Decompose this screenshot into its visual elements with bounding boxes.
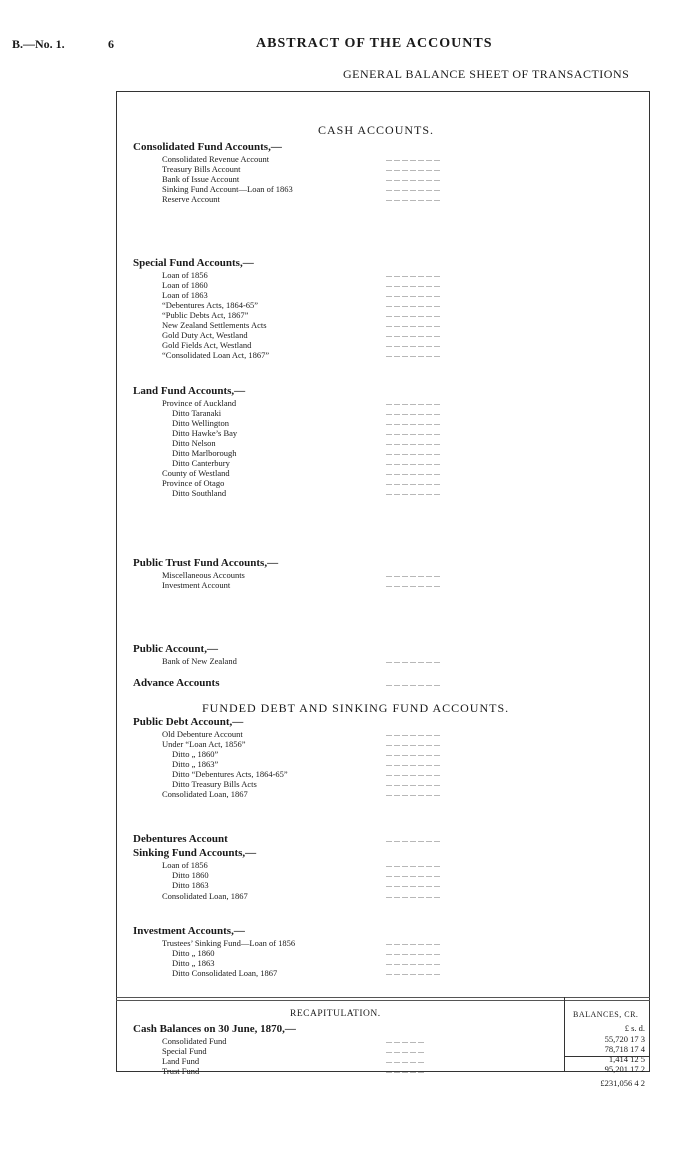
leader-dots: ... ... ... ... ... ... ... [386, 428, 440, 437]
frame-top-rule [116, 91, 650, 92]
land-fund-heading: Land Fund Accounts,— [133, 385, 246, 397]
leader-dots: ... ... ... ... ... ... ... [386, 759, 440, 768]
list-item: “Public Debts Act, 1867” [162, 310, 249, 320]
list-item: Consolidated Revenue Account [162, 154, 270, 164]
leader-dots: ... ... ... ... ... ... ... [386, 330, 440, 339]
list-item: Loan of 1863 [162, 290, 208, 300]
leader-dots: ... ... ... ... ... ... ... [386, 468, 440, 477]
leader-dots: ... ... ... ... ... ... ... [386, 194, 440, 203]
list-item: Ditto Taranaki [172, 408, 222, 418]
list-item: Ditto Marlborough [172, 448, 237, 458]
list-item: Gold Duty Act, Westland [162, 330, 248, 340]
leader-dots: ... ... ... ... ... ... ... [386, 835, 440, 844]
list-item: Land Fund [162, 1056, 200, 1066]
investment-accounts-heading: Investment Accounts,— [133, 925, 245, 937]
list-item: Treasury Bills Account [162, 164, 241, 174]
leader-dots: ... ... ... ... ... ... ... [386, 290, 440, 299]
list-item: Trust Fund [162, 1066, 200, 1076]
leader-dots: ... ... ... ... ... ... ... [386, 448, 440, 457]
list-item: Under “Loan Act, 1856” [162, 739, 246, 749]
leader-dots: ... ... ... ... ... [386, 1066, 424, 1075]
page-subtitle: GENERAL BALANCE SHEET OF TRANSACTIONS [343, 67, 630, 81]
leader-dots: ... ... ... ... ... ... ... [386, 739, 440, 748]
list-item: Ditto Consolidated Loan, 1867 [172, 968, 278, 978]
list-item: “Debentures Acts, 1864-65” [162, 300, 259, 310]
balance-value: 95,201 17 2 [604, 1064, 645, 1074]
leader-dots: ... ... ... ... ... ... ... [386, 418, 440, 427]
list-item: Ditto Treasury Bills Acts [172, 779, 257, 789]
leader-dots: ... ... ... ... ... ... ... [386, 729, 440, 738]
list-item: Gold Fields Act, Westland [162, 340, 252, 350]
leader-dots: ... ... ... ... ... ... ... [386, 570, 440, 579]
leader-dots: ... ... ... ... ... ... ... [386, 164, 440, 173]
leader-dots: ... ... ... ... ... ... ... [386, 749, 440, 758]
balance-value: 1,414 12 5 [608, 1054, 645, 1064]
list-item: Province of Auckland [162, 398, 237, 408]
list-item: Consolidated Fund [162, 1036, 227, 1046]
page-title: ABSTRACT OF THE ACCOUNTS [256, 36, 493, 51]
leader-dots: ... ... ... ... ... ... ... [386, 968, 440, 977]
sinking-fund-heading: Sinking Fund Accounts,— [133, 847, 257, 859]
list-item: Sinking Fund Account—Loan of 1863 [162, 184, 293, 194]
list-item: Ditto „ 1860 [172, 948, 215, 958]
leader-dots: ... ... ... ... ... ... ... [386, 656, 440, 665]
public-account-heading: Public Account,— [133, 643, 218, 655]
list-item: Ditto Hawke’s Bay [172, 428, 238, 438]
leader-dots: ... ... ... ... ... ... ... [386, 280, 440, 289]
leader-dots: ... ... ... ... ... ... ... [386, 174, 440, 183]
consolidated-fund-heading: Consolidated Fund Accounts,— [133, 141, 282, 153]
leader-dots: ... ... ... ... ... [386, 1036, 424, 1045]
special-fund-heading: Special Fund Accounts,— [133, 257, 254, 269]
leader-dots: ... ... ... ... ... ... ... [386, 948, 440, 957]
list-item: Consolidated Loan, 1867 [162, 789, 248, 799]
list-item: Ditto Canterbury [172, 458, 230, 468]
list-item: Ditto “Debentures Acts, 1864-65” [172, 769, 288, 779]
cash-balances-heading: Cash Balances on 30 June, 1870,— [133, 1023, 296, 1035]
list-item: Consolidated Loan, 1867 [162, 891, 248, 901]
leader-dots: ... ... ... ... ... ... ... [386, 779, 440, 788]
list-item: Investment Account [162, 580, 231, 590]
recapitulation-title: RECAPITULATION. [290, 1009, 381, 1019]
list-item: Bank of New Zealand [162, 656, 237, 666]
leader-dots: ... ... ... ... ... ... ... [386, 891, 440, 900]
leader-dots: ... ... ... ... ... ... ... [386, 580, 440, 589]
list-item: Special Fund [162, 1046, 207, 1056]
leader-dots: ... ... ... ... ... ... ... [386, 789, 440, 798]
recap-rule-upper [116, 997, 650, 998]
leader-dots: ... ... ... ... ... ... ... [386, 310, 440, 319]
list-item: Ditto „ 1863 [172, 958, 215, 968]
list-item: Ditto 1860 [172, 870, 209, 880]
list-item: Loan of 1856 [162, 860, 208, 870]
list-item: County of Westland [162, 468, 230, 478]
list-item: “Consolidated Loan Act, 1867” [162, 350, 270, 360]
public-debt-heading: Public Debt Account,— [133, 716, 244, 728]
leader-dots: ... ... ... ... ... ... ... [386, 438, 440, 447]
funded-debt-title: FUNDED DEBT AND SINKING FUND ACCOUNTS. [202, 701, 510, 715]
debentures-account-heading: Debentures Account [133, 833, 228, 845]
list-item: Ditto „ 1863” [172, 759, 219, 769]
cash-accounts-title: CASH ACCOUNTS. [318, 123, 435, 137]
leader-dots: ... ... ... ... ... ... ... [386, 679, 440, 688]
leader-dots: ... ... ... ... ... ... ... [386, 398, 440, 407]
advance-accounts-heading: Advance Accounts [133, 677, 220, 689]
list-item: Province of Otago [162, 478, 225, 488]
frame-left-rule [116, 91, 117, 1072]
leader-dots: ... ... ... ... ... ... ... [386, 154, 440, 163]
leader-dots: ... ... ... ... ... [386, 1046, 424, 1055]
list-item: Trustees’ Sinking Fund—Loan of 1856 [162, 938, 296, 948]
document-reference: B.—No. 1. [12, 37, 65, 51]
list-item: Ditto Nelson [172, 438, 216, 448]
recap-rule-lower [116, 1000, 650, 1001]
leader-dots: ... ... ... ... ... ... ... [386, 488, 440, 497]
list-item: Ditto „ 1860” [172, 749, 219, 759]
list-item: Ditto 1863 [172, 880, 209, 890]
list-item: Miscellaneous Accounts [162, 570, 245, 580]
leader-dots: ... ... ... ... ... ... ... [386, 320, 440, 329]
leader-dots: ... ... ... ... ... ... ... [386, 458, 440, 467]
leader-dots: ... ... ... ... ... ... ... [386, 300, 440, 309]
leader-dots: ... ... ... ... ... ... ... [386, 870, 440, 879]
leader-dots: ... ... ... ... ... ... ... [386, 340, 440, 349]
public-trust-fund-heading: Public Trust Fund Accounts,— [133, 557, 279, 569]
list-item: Loan of 1856 [162, 270, 208, 280]
leader-dots: ... ... ... ... ... ... ... [386, 880, 440, 889]
leader-dots: ... ... ... ... ... ... ... [386, 408, 440, 417]
list-item: Ditto Wellington [172, 418, 230, 428]
list-item: Old Debenture Account [162, 729, 243, 739]
balances-column-rule [564, 997, 565, 1072]
total-rule [564, 1056, 650, 1057]
balance-total: £231,056 4 2 [600, 1078, 645, 1088]
list-item: Bank of Issue Account [162, 174, 240, 184]
list-item: Loan of 1860 [162, 280, 208, 290]
leader-dots: ... ... ... ... ... ... ... [386, 350, 440, 359]
list-item: Reserve Account [162, 194, 220, 204]
currency-units: £ s. d. [624, 1023, 645, 1033]
leader-dots: ... ... ... ... ... [386, 1056, 424, 1065]
frame-right-rule [649, 91, 650, 1072]
list-item: New Zealand Settlements Acts [162, 320, 267, 330]
leader-dots: ... ... ... ... ... ... ... [386, 769, 440, 778]
leader-dots: ... ... ... ... ... ... ... [386, 184, 440, 193]
list-item: Ditto Southland [172, 488, 227, 498]
balance-value: 78,718 17 4 [604, 1044, 645, 1054]
balances-heading: BALANCES, CR. [573, 1010, 639, 1019]
leader-dots: ... ... ... ... ... ... ... [386, 938, 440, 947]
leader-dots: ... ... ... ... ... ... ... [386, 860, 440, 869]
leader-dots: ... ... ... ... ... ... ... [386, 958, 440, 967]
page-number: 6 [108, 37, 114, 51]
leader-dots: ... ... ... ... ... ... ... [386, 478, 440, 487]
leader-dots: ... ... ... ... ... ... ... [386, 270, 440, 279]
balance-value: 55,720 17 3 [604, 1034, 645, 1044]
